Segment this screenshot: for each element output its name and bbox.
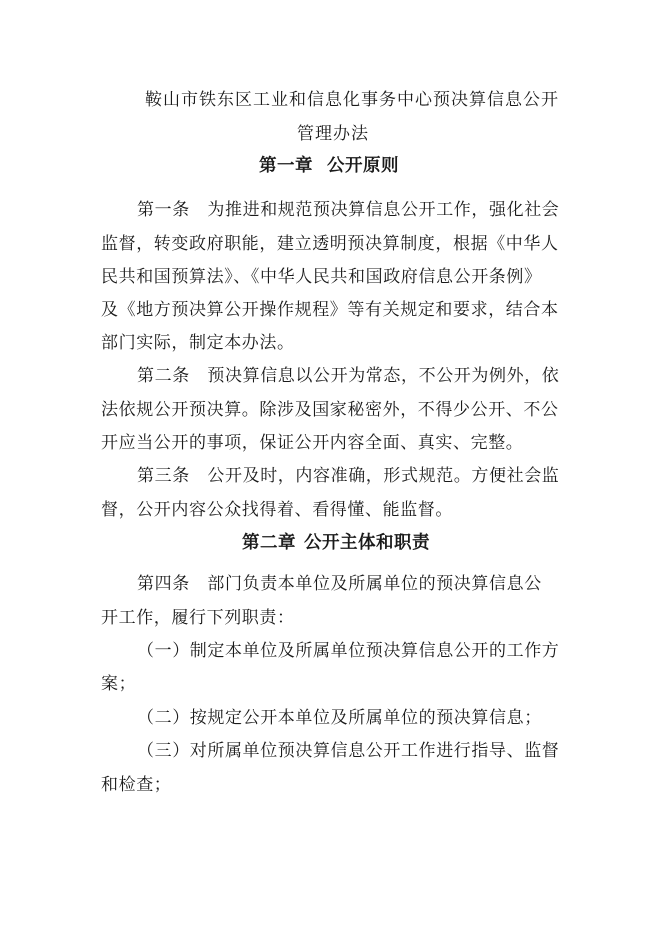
article-1-line-5: 部门实际，制定本办法。 xyxy=(101,333,295,353)
article-1-line-4: 及《地方预决算公开操作规程》等有关规定和要求，结合本 xyxy=(101,300,559,320)
chapter-1-heading xyxy=(259,156,399,176)
article-3-line-1: 第三条 公开及时，内容准确，形式规范。方便社会监 xyxy=(137,466,560,486)
article-1-line-1: 第一条 为推进和规范预决算信息公开工作，强化社会 xyxy=(137,200,560,220)
article-2-line-1: 第二条 预决算信息以公开为常态，不公开为例外，依 xyxy=(137,366,560,386)
item-1-line-1: （一）制定本单位及所属单位预决算信息公开的工作方 xyxy=(137,641,560,661)
article-1-line-3: 民共和国预算法》、《中华人民共和国政府信息公开条例》 xyxy=(101,267,542,287)
article-2-line-2: 法依规公开预决算。除涉及国家秘密外，不得少公开、不公 xyxy=(101,400,559,420)
chapter-2-title: 公开主体和职责 xyxy=(304,533,430,553)
item-2-line-1: （二）按规定公开本单位及所属单位的预决算信息； xyxy=(137,708,542,728)
chapter-1-number: 第一章 xyxy=(259,156,313,176)
chapter-1-title: 公开原则 xyxy=(327,156,399,176)
chapter-2-number: 第二章 xyxy=(242,533,296,553)
article-2-line-3: 开应当公开的事项，保证公开内容全面、真实、完整。 xyxy=(101,433,524,453)
article-4-line-2: 开工作，履行下列职责： xyxy=(101,608,295,628)
item-3-line-2: 和检查； xyxy=(101,775,172,795)
article-3-line-2: 督，公开内容公众找得着、看得懂、能监督。 xyxy=(101,500,453,520)
item-3-line-1: （三）对所属单位预决算信息公开工作进行指导、监督 xyxy=(137,741,560,761)
document-title-line-2: 管理办法 xyxy=(297,124,369,144)
chapter-2-heading xyxy=(242,533,430,553)
document-title-line-1: 鞍山市铁东区工业和信息化事务中心预决算信息公开 xyxy=(145,90,559,110)
article-4-line-1: 第四条 部门负责本单位及所属单位的预决算信息公 xyxy=(137,574,542,594)
item-1-line-2: 案； xyxy=(101,674,137,694)
article-1-line-2: 监督，转变政府职能，建立透明预决算制度，根据《中华人 xyxy=(101,234,559,254)
